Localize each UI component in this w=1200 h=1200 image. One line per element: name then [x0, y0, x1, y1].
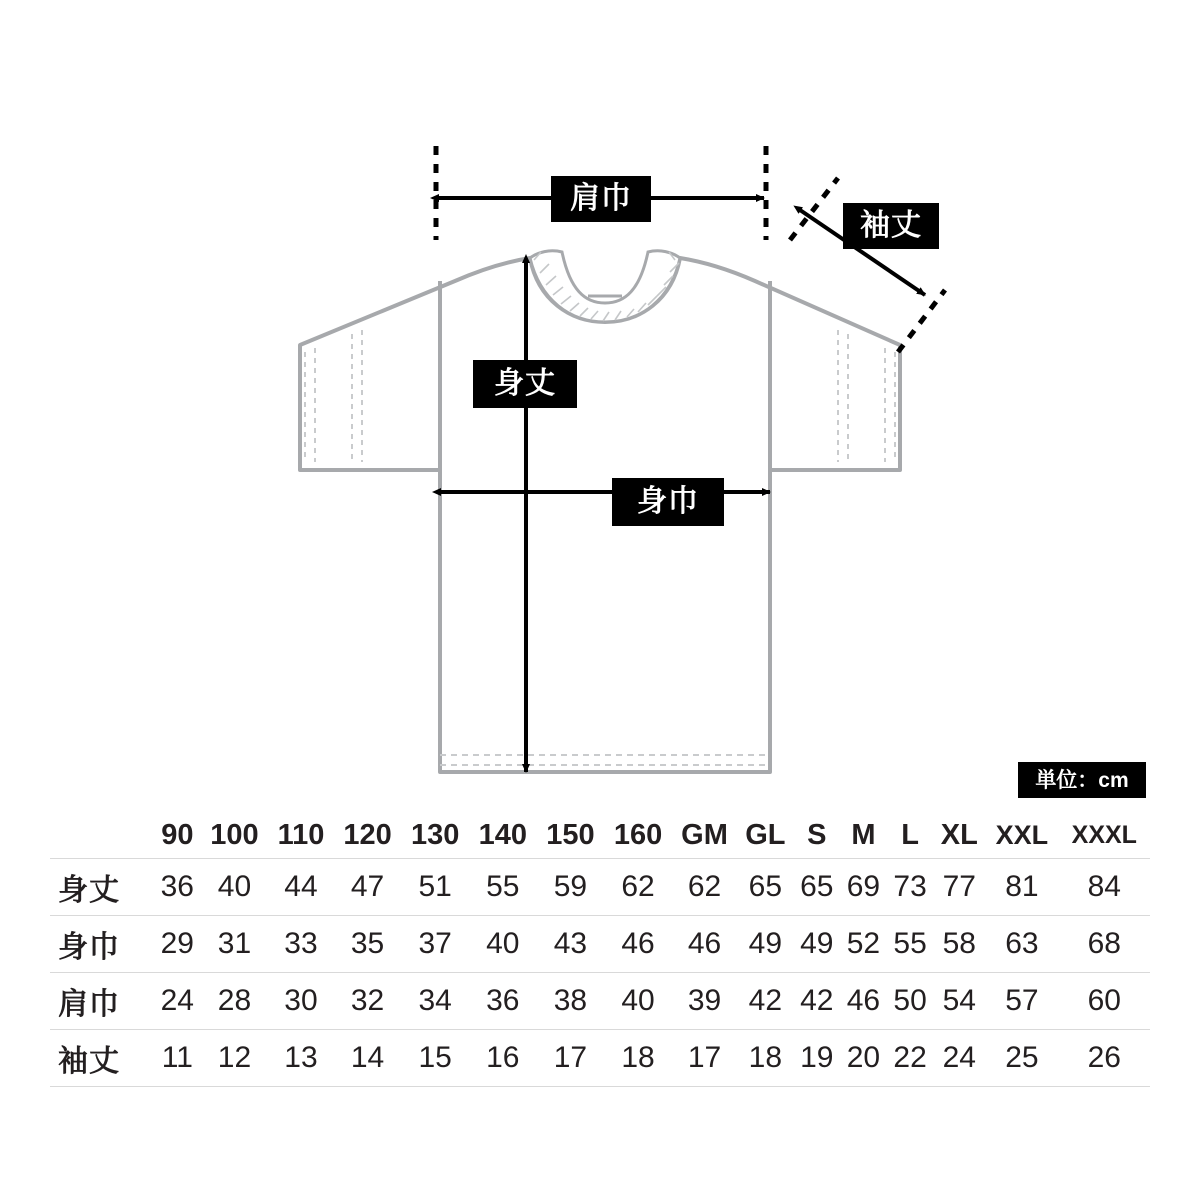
cell-body-width-90: 29 [160, 927, 194, 960]
label-body-length: 身丈 [473, 360, 577, 408]
cell-sleeve-length-130: 15 [418, 1041, 452, 1074]
cell-body-width-130: 37 [418, 927, 452, 960]
cell-body-width-xl: 58 [942, 927, 976, 960]
cell-body-width-xxxl: 68 [1087, 927, 1121, 960]
cell-body-length-m: 69 [846, 870, 881, 903]
label-body-width: 身巾 [612, 478, 724, 526]
cell-sleeve-length-160: 18 [621, 1041, 655, 1074]
header-size-130: 130 [410, 818, 460, 851]
cell-shoulder-width-150: 38 [553, 984, 588, 1017]
cell-shoulder-width-120: 32 [350, 984, 385, 1017]
label-sleeve-length: 袖丈 [843, 203, 939, 249]
cell-body-width-m: 52 [846, 927, 881, 960]
cell-body-length-150: 59 [553, 870, 588, 903]
cell-sleeve-length-100: 12 [217, 1041, 252, 1074]
header-size-gm: GM [681, 818, 728, 851]
cell-sleeve-length-m: 20 [846, 1041, 881, 1074]
cell-shoulder-width-xxl: 57 [1005, 984, 1039, 1017]
cell-body-width-100: 31 [217, 927, 252, 960]
cell-sleeve-length-150: 17 [553, 1041, 588, 1074]
table-header-row [50, 812, 1150, 859]
header-size-140: 140 [478, 818, 527, 851]
cell-shoulder-width-130: 34 [418, 984, 452, 1017]
cell-shoulder-width-l: 50 [893, 984, 927, 1017]
cell-body-length-130: 51 [418, 870, 452, 903]
header-size-160: 160 [613, 818, 663, 851]
cell-body-length-xxl: 81 [1005, 870, 1039, 903]
cell-shoulder-width-xxxl: 60 [1087, 984, 1121, 1017]
header-size-xl: XL [940, 818, 978, 851]
cell-shoulder-width-xl: 54 [942, 984, 976, 1017]
cell-sleeve-length-90: 11 [161, 1041, 193, 1074]
cell-sleeve-length-xxl: 25 [1005, 1041, 1039, 1074]
row-label-shoulder-width: 肩巾 [58, 988, 120, 1021]
header-corner [50, 812, 154, 859]
cell-body-width-140: 40 [486, 927, 520, 960]
header-size-m: M [851, 818, 876, 851]
cell-body-length-s: 65 [800, 870, 834, 903]
cell-shoulder-width-gm: 39 [687, 984, 722, 1017]
table-row [50, 916, 1150, 973]
row-label-body-width: 身巾 [58, 931, 120, 964]
cell-body-width-110: 33 [284, 927, 318, 960]
cell-shoulder-width-160: 40 [621, 984, 655, 1017]
label-unit: 単位：cm [1018, 762, 1146, 798]
cell-body-length-gl: 65 [748, 870, 783, 903]
row-label-sleeve-length: 袖丈 [58, 1045, 120, 1078]
header-size-gl: GL [745, 818, 786, 851]
cell-body-width-gl: 49 [748, 927, 783, 960]
cell-body-length-140: 55 [486, 870, 520, 903]
cell-shoulder-width-100: 28 [217, 984, 252, 1017]
label-shoulder-width: 肩巾 [551, 176, 651, 222]
header-size-100: 100 [210, 818, 259, 851]
cell-sleeve-length-gm: 17 [687, 1041, 722, 1074]
size-table [50, 812, 1150, 1087]
cell-body-length-gm: 62 [687, 870, 722, 903]
header-size-150: 150 [546, 818, 595, 851]
cell-sleeve-length-gl: 18 [748, 1041, 783, 1074]
cell-body-length-xl: 77 [942, 870, 976, 903]
cell-body-width-xxl: 63 [1005, 927, 1039, 960]
cell-shoulder-width-s: 42 [800, 984, 834, 1017]
table-row [50, 1030, 1150, 1087]
cell-body-length-100: 40 [217, 870, 252, 903]
cell-body-width-150: 43 [553, 927, 588, 960]
cell-shoulder-width-110: 30 [284, 984, 318, 1017]
cell-sleeve-length-140: 16 [486, 1041, 520, 1074]
table-row [50, 973, 1150, 1030]
cell-body-width-gm: 46 [687, 927, 722, 960]
cell-body-length-110: 44 [284, 870, 318, 903]
header-size-xxxl: XXXL [1071, 820, 1137, 849]
header-size-s: S [807, 818, 827, 851]
cell-body-width-s: 49 [800, 927, 834, 960]
cell-body-width-l: 55 [893, 927, 927, 960]
header-size-120: 120 [343, 818, 392, 851]
table-row [50, 859, 1150, 916]
cell-sleeve-length-xxxl: 26 [1087, 1041, 1121, 1074]
cell-body-length-120: 47 [350, 870, 385, 903]
cell-shoulder-width-m: 46 [846, 984, 881, 1017]
cell-body-length-xxxl: 84 [1087, 870, 1121, 903]
cell-body-width-160: 46 [621, 927, 655, 960]
header-size-xxl: XXL [995, 819, 1049, 850]
cell-shoulder-width-90: 24 [160, 984, 194, 1017]
cell-body-length-l: 73 [893, 870, 927, 903]
row-label-body-length: 身丈 [58, 874, 120, 907]
cell-sleeve-length-l: 22 [893, 1041, 927, 1074]
header-size-l: L [901, 818, 919, 851]
cell-sleeve-length-xl: 24 [942, 1041, 976, 1074]
size-table-body [50, 859, 1150, 1087]
tshirt-outline [300, 251, 900, 772]
cell-sleeve-length-120: 14 [350, 1041, 385, 1074]
cell-sleeve-length-110: 13 [284, 1041, 318, 1074]
header-size-110: 110 [277, 818, 325, 851]
cell-shoulder-width-140: 36 [486, 984, 520, 1017]
cell-body-length-90: 36 [160, 870, 194, 903]
cell-shoulder-width-gl: 42 [748, 984, 783, 1017]
cell-body-width-120: 35 [350, 927, 385, 960]
size-table-header [50, 812, 1150, 859]
cell-body-length-160: 62 [621, 870, 655, 903]
cell-sleeve-length-s: 19 [800, 1041, 834, 1074]
header-size-90: 90 [161, 818, 194, 851]
